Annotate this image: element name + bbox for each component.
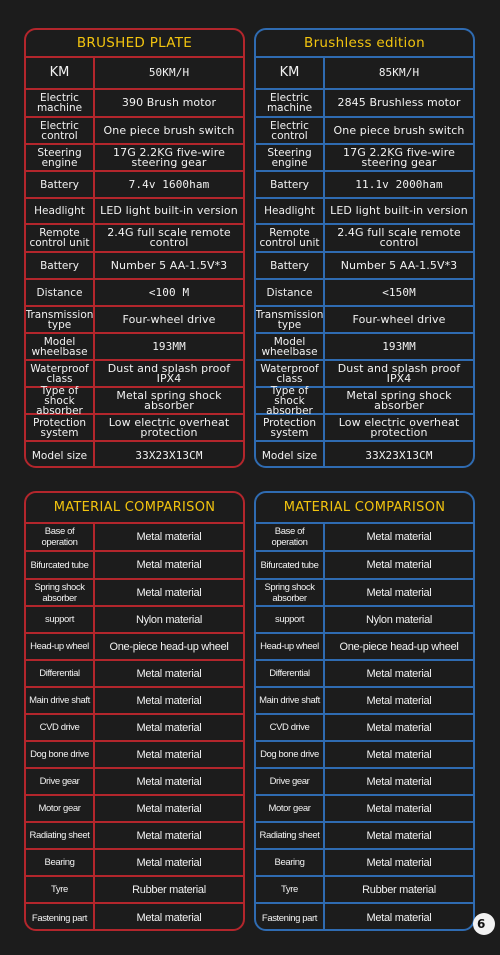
row-label: Drive gear xyxy=(256,769,325,794)
table-row xyxy=(26,415,243,442)
row-value: 33X23X13CM xyxy=(135,449,203,462)
table-row xyxy=(256,199,473,225)
table-row xyxy=(26,661,243,688)
row-label: Battery xyxy=(256,253,325,278)
row-label: Base of operation xyxy=(26,524,95,550)
table-row xyxy=(256,769,473,796)
row-value: <100 M xyxy=(148,285,190,299)
table-row xyxy=(26,172,243,199)
row-value: Dust and splash proof IPX4 xyxy=(107,361,231,385)
row-label: Differential xyxy=(26,661,95,686)
table-row xyxy=(26,715,243,742)
row-label: CVD drive xyxy=(26,715,95,740)
row-value: Metal material xyxy=(366,694,432,707)
panel-title: Brushless edition xyxy=(256,30,473,58)
row-value: Metal material xyxy=(366,586,432,599)
row-value: 17G 2.2KG five-wire steering gear xyxy=(343,145,455,169)
table-row xyxy=(256,172,473,199)
row-value: 193MM xyxy=(382,339,416,353)
table-row xyxy=(26,580,243,607)
row-value: Metal material xyxy=(366,559,432,571)
panel-title: MATERIAL COMPARISON xyxy=(26,493,243,524)
row-value: Four-wheel drive xyxy=(352,312,446,326)
table-row xyxy=(256,580,473,607)
row-value: Metal material xyxy=(136,912,202,924)
table-row xyxy=(26,442,243,468)
brushed-spec-panel xyxy=(24,28,245,468)
row-label: Fastening part xyxy=(26,904,95,931)
row-value: 2845 Brushless motor xyxy=(337,96,461,109)
row-label: Model size xyxy=(256,442,325,468)
table-row xyxy=(256,634,473,661)
table-row xyxy=(26,769,243,796)
table-row xyxy=(26,823,243,850)
row-value: Metal material xyxy=(136,559,202,571)
table-row xyxy=(26,796,243,823)
table-row xyxy=(256,442,473,468)
row-value: Metal material xyxy=(136,775,202,788)
table-row xyxy=(256,688,473,715)
spec-rows xyxy=(26,58,243,468)
row-value: Dust and splash proof IPX4 xyxy=(337,361,461,385)
row-value: Metal material xyxy=(366,531,432,543)
table-row xyxy=(256,90,473,118)
row-label: Main drive shaft xyxy=(256,688,325,713)
table-row xyxy=(256,796,473,823)
row-label: Waterproof class xyxy=(256,361,325,386)
row-label: Base of operation xyxy=(256,524,325,550)
row-value: Metal material xyxy=(366,721,432,734)
table-row xyxy=(256,552,473,580)
row-value: 17G 2.2KG five-wire steering gear xyxy=(113,145,225,169)
row-label: support xyxy=(256,607,325,632)
table-row xyxy=(26,90,243,118)
table-row xyxy=(256,661,473,688)
row-label: Radiating sheet xyxy=(256,823,325,848)
row-label: Battery xyxy=(256,172,325,197)
row-value: Metal material xyxy=(366,748,432,761)
table-row xyxy=(256,280,473,307)
row-value: 2.4G full scale remote control xyxy=(107,226,231,249)
row-value: Metal material xyxy=(366,667,432,680)
table-row xyxy=(26,552,243,580)
row-value: Low electric overheat protection xyxy=(108,415,230,439)
row-label: support xyxy=(26,607,95,632)
row-value: 11.1v 2000ham xyxy=(355,177,443,191)
row-label: Main drive shaft xyxy=(26,688,95,713)
row-label: CVD drive xyxy=(256,715,325,740)
row-label: Electric control xyxy=(256,118,325,143)
row-value: One-piece head-up wheel xyxy=(109,640,229,653)
spec-rows xyxy=(256,58,473,468)
row-value: 7.4v 1600ham xyxy=(128,177,210,191)
row-label: Model wheelbase xyxy=(26,334,95,359)
table-row xyxy=(26,199,243,225)
row-label: Spring shock absorber xyxy=(26,580,95,605)
row-label: Battery xyxy=(26,253,95,278)
table-row xyxy=(256,524,473,552)
row-label: Tyre xyxy=(256,877,325,902)
row-value: Metal material xyxy=(136,531,202,543)
row-label: Bearing xyxy=(256,850,325,875)
table-row xyxy=(256,415,473,442)
page-number-badge: 6 xyxy=(473,913,495,935)
row-label: Protection system xyxy=(256,415,325,440)
row-label: Transmission type xyxy=(25,308,94,331)
table-row xyxy=(256,715,473,742)
table-row xyxy=(26,524,243,552)
row-value: Number 5 AA-1.5V*3 xyxy=(110,258,228,272)
row-label: Distance xyxy=(26,280,95,305)
table-row xyxy=(26,634,243,661)
table-row xyxy=(26,118,243,145)
table-row xyxy=(26,607,243,634)
table-row xyxy=(26,307,243,334)
row-label: Head-up wheel xyxy=(26,634,95,659)
table-row xyxy=(256,361,473,388)
table-row xyxy=(26,384,243,417)
row-label: Steering engine xyxy=(256,145,325,170)
row-label: Waterproof class xyxy=(26,361,95,386)
row-label: KM xyxy=(256,58,325,88)
row-value: LED light built-in version xyxy=(330,204,468,217)
row-label: Dog bone drive xyxy=(26,742,95,767)
row-value: Metal material xyxy=(136,748,202,761)
table-row xyxy=(26,850,243,877)
row-label: Tyre xyxy=(26,877,95,902)
row-value: Metal material xyxy=(136,802,202,815)
row-value: Metal material xyxy=(136,694,202,707)
row-label: Spring shock absorber xyxy=(256,580,325,605)
row-value: Metal material xyxy=(136,667,202,680)
row-value: One piece brush switch xyxy=(333,123,465,137)
row-label: Electric machine xyxy=(26,90,95,116)
row-value: Metal spring shock absorber xyxy=(116,388,222,412)
row-label: Model size xyxy=(26,442,95,468)
row-label: Type of shock absorber xyxy=(256,388,325,413)
row-label: Steering engine xyxy=(26,145,95,170)
row-label: Fastening part xyxy=(256,904,325,931)
row-value: <150M xyxy=(382,285,416,299)
row-value: Low electric overheat protection xyxy=(338,415,460,439)
table-row xyxy=(26,225,243,253)
row-value: 2.4G full scale remote control xyxy=(337,226,461,249)
table-row xyxy=(26,904,243,931)
row-label: Motor gear xyxy=(256,796,325,821)
row-value: Nylon material xyxy=(365,613,433,626)
row-label: Dog bone drive xyxy=(256,742,325,767)
row-value: Metal material xyxy=(136,829,202,842)
row-label: Transmission type xyxy=(255,308,324,331)
row-label: KM xyxy=(26,58,95,88)
table-row xyxy=(256,225,473,253)
row-value: Four-wheel drive xyxy=(122,312,216,326)
row-label: Motor gear xyxy=(26,796,95,821)
table-row xyxy=(26,742,243,769)
row-value: LED light built-in version xyxy=(100,204,238,217)
row-label: Protection system xyxy=(26,415,95,440)
row-value: One-piece head-up wheel xyxy=(339,640,459,653)
row-value: Metal material xyxy=(136,586,202,599)
row-value: Metal material xyxy=(366,802,432,815)
row-value: Metal spring shock absorber xyxy=(346,388,452,412)
row-label: Bifurcated tube xyxy=(256,552,325,578)
table-row xyxy=(26,145,243,172)
row-value: Number 5 AA-1.5V*3 xyxy=(340,258,458,272)
panel-title: BRUSHED PLATE xyxy=(26,30,243,58)
table-row xyxy=(256,850,473,877)
row-label: Radiating sheet xyxy=(26,823,95,848)
row-label: Electric control xyxy=(26,118,95,143)
table-row xyxy=(256,742,473,769)
material-rows xyxy=(256,524,473,931)
table-row xyxy=(256,118,473,145)
row-value: Metal material xyxy=(136,856,202,869)
table-row xyxy=(256,145,473,172)
row-label: Headlight xyxy=(256,199,325,223)
row-value: 193MM xyxy=(152,339,186,353)
row-label: Battery xyxy=(26,172,95,197)
row-value: One piece brush switch xyxy=(103,123,235,137)
row-label: Head-up wheel xyxy=(256,634,325,659)
row-label: Drive gear xyxy=(26,769,95,794)
row-value: Rubber material xyxy=(132,883,206,896)
row-label: Headlight xyxy=(26,199,95,223)
table-row xyxy=(26,877,243,904)
row-value: Metal material xyxy=(136,721,202,734)
table-row xyxy=(26,688,243,715)
row-value: Metal material xyxy=(366,829,432,842)
table-row xyxy=(26,334,243,361)
row-value: 390 Brush motor xyxy=(121,96,217,109)
row-label: Differential xyxy=(256,661,325,686)
material-rows xyxy=(26,524,243,931)
row-label: Bifurcated tube xyxy=(26,552,95,578)
table-row xyxy=(256,307,473,334)
row-label: Bearing xyxy=(26,850,95,875)
row-value: Rubber material xyxy=(362,883,436,896)
table-row xyxy=(256,607,473,634)
row-label: Remote control unit xyxy=(256,225,325,251)
table-row xyxy=(26,361,243,388)
brushless-spec-panel xyxy=(254,28,475,468)
row-value: Metal material xyxy=(366,856,432,869)
table-row xyxy=(256,823,473,850)
row-label: Distance xyxy=(256,280,325,305)
row-value: Metal material xyxy=(366,775,432,788)
table-row xyxy=(256,253,473,280)
table-row xyxy=(256,58,473,90)
table-row xyxy=(256,877,473,904)
row-label: Model wheelbase xyxy=(256,334,325,359)
brushless-material-panel xyxy=(254,491,475,931)
row-value: 50KM/H xyxy=(148,66,190,79)
table-row xyxy=(256,904,473,931)
row-value: 33X23X13CM xyxy=(365,449,433,462)
table-row xyxy=(26,253,243,280)
row-label: Remote control unit xyxy=(26,225,95,251)
row-label: Type of shock absorber xyxy=(26,388,95,413)
table-row xyxy=(26,280,243,307)
row-value: Metal material xyxy=(366,912,432,924)
row-value: Nylon material xyxy=(135,613,203,626)
table-row xyxy=(26,58,243,90)
brushed-material-panel xyxy=(24,491,245,931)
table-row xyxy=(256,334,473,361)
panel-title: MATERIAL COMPARISON xyxy=(256,493,473,524)
row-value: 85KM/H xyxy=(378,66,420,79)
table-row xyxy=(256,384,473,417)
row-label: Electric machine xyxy=(256,90,325,116)
